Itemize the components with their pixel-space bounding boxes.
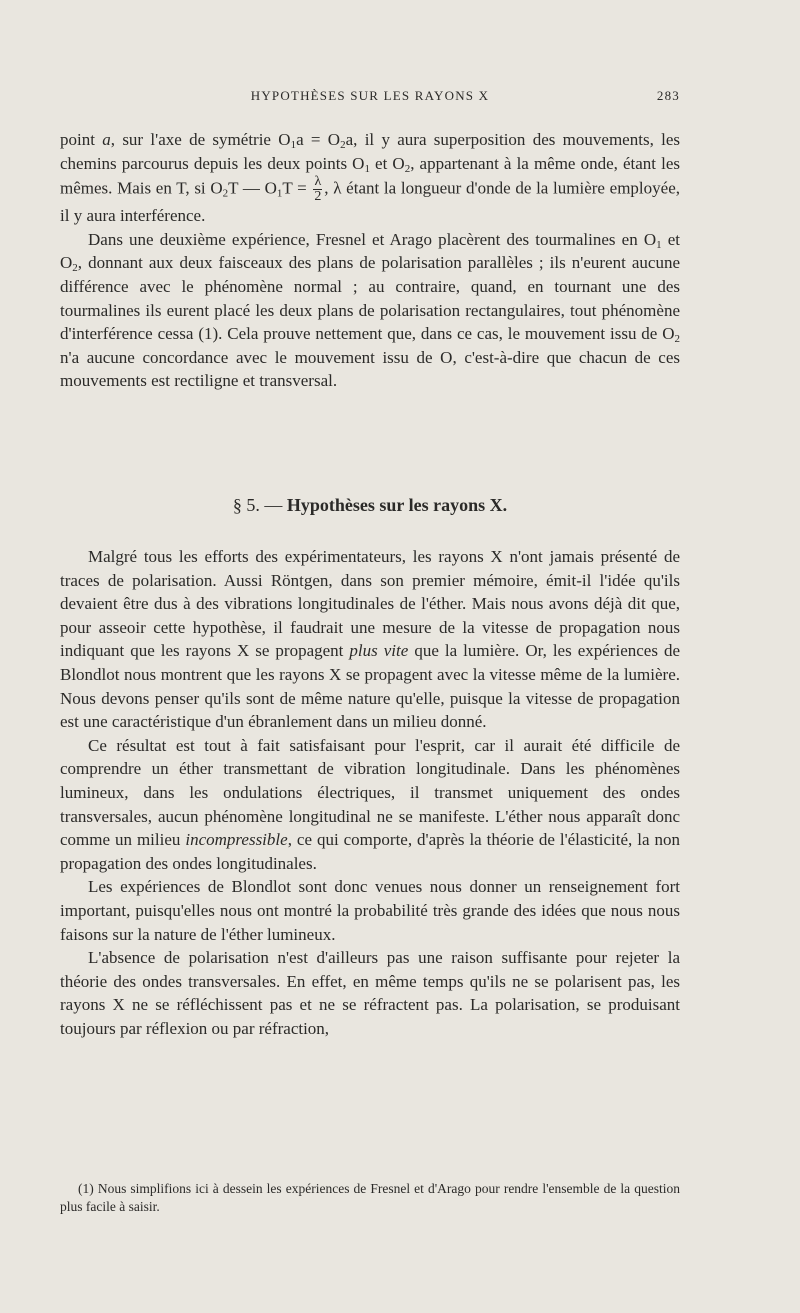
paragraph: Malgré tous les efforts des expérimentateurs, les rayons X n'ont jamais présenté de traces de polarisation. Aussi Röntgen, dans son premier mémoire, émit-il l'idée qu'ils devaient être dus à des vibrations longitudinales de l'éther. Mais nous avons déjà dit que, pour asseoir cette hypothèse, il faudrait une mesure de la vitesse de propagation nous indiquant que les rayons X se propagent plus vite que la lumière. Or, les expériences de Blondlot nous montrent que les rayons X se propagent avec la vitesse même de la lumière. Nous devons penser qu'ils sont de même nature qu'elle, puisque la vitesse de propagation est une caractéristique d'un ébranlement dans un milieu donné. xyxy=(60,547,680,732)
footnote-text: (1) Nous simplifions ici à dessein les expériences de Fresnel et d'Arago pour rendre l'ensemble de la question plus facile à saisir. xyxy=(60,1181,680,1214)
paragraph: point a, sur l'axe de symétrie $O_1a = O_2a$, il y aura superposition des mouvements, les chemins parcourus depuis les deux points $O_1$ et $O_2$, appartenant à la même onde, étant les mêmes. Mais en T, si $O_2T$ — $O_1T$ = $\frac{\lambda}{2}$ , λ étant la longueur d'onde de la lumière employée, il y aura interférence. xyxy=(60,130,681,226)
section-heading: § 5. — Hypothèses sur les rayons X. xyxy=(232,495,508,515)
body-text-top xyxy=(60,128,680,393)
paragraph: L'absence de polarisation n'est d'ailleurs pas une raison suffisante pour rejeter la théorie des ondes transversales. En effet, en même temps qu'ils ne se polarisent pas, les rayons X ne se réfléchissent pas et ne se réfractent pas. La polarisation, se produisant toujours par réflexion ou par réfraction, xyxy=(60,948,680,1038)
fraction: $\frac{\lambda}{2}$ xyxy=(314,174,322,205)
paragraph: Ce résultat est tout à fait satisfaisant pour l'esprit, car il aurait été difficile de comprendre un éther transmettant de vibration longitudinale. Dans les phénomènes lumineux, dans les ondulations électriques, il transmet uniquement des ondes transversales, aucun phénomène longitudinal ne se manifeste. L'éther nous apparaît donc comme un milieu incompressible, ce qui comporte, d'après la théorie de l'élasticité, la non propagation des ondes longitudinales. xyxy=(60,735,680,873)
running-title: HYPOTHÈSES SUR LES RAYONS X xyxy=(250,88,490,103)
body-text-bottom xyxy=(60,545,680,1040)
footnote xyxy=(60,1180,680,1216)
paragraph: Dans une deuxième expérience, Fresnel et Arago placèrent des tourmalines en $O_1$ et $O_2$, donnant aux deux faisceaux des plans de polarisation parallèles ; ils n'eurent aucune différence avec le phénomène normal ; au contraire, quand, en tournant une des tourmalines ils eurent placé les deux plans de polarisation rectangulaires, tout phénomène d'interférence cessa (1). Cela prouve nettement que, dans ce cas, le mouvement issu de $O_2$ n'a aucune concordance avec le mouvement issu de O, c'est-à-dire que chacun de ces mouvements est rectiligne et transversal. xyxy=(60,229,680,391)
page-number: 283 xyxy=(656,88,680,103)
paragraph: Les expériences de Blondlot sont donc venues nous donner un renseignement fort important, puisqu'elles nous ont montré la probabilité très grande des idées que nous nous faisons sur la nature de l'éther lumineux. xyxy=(60,877,680,944)
